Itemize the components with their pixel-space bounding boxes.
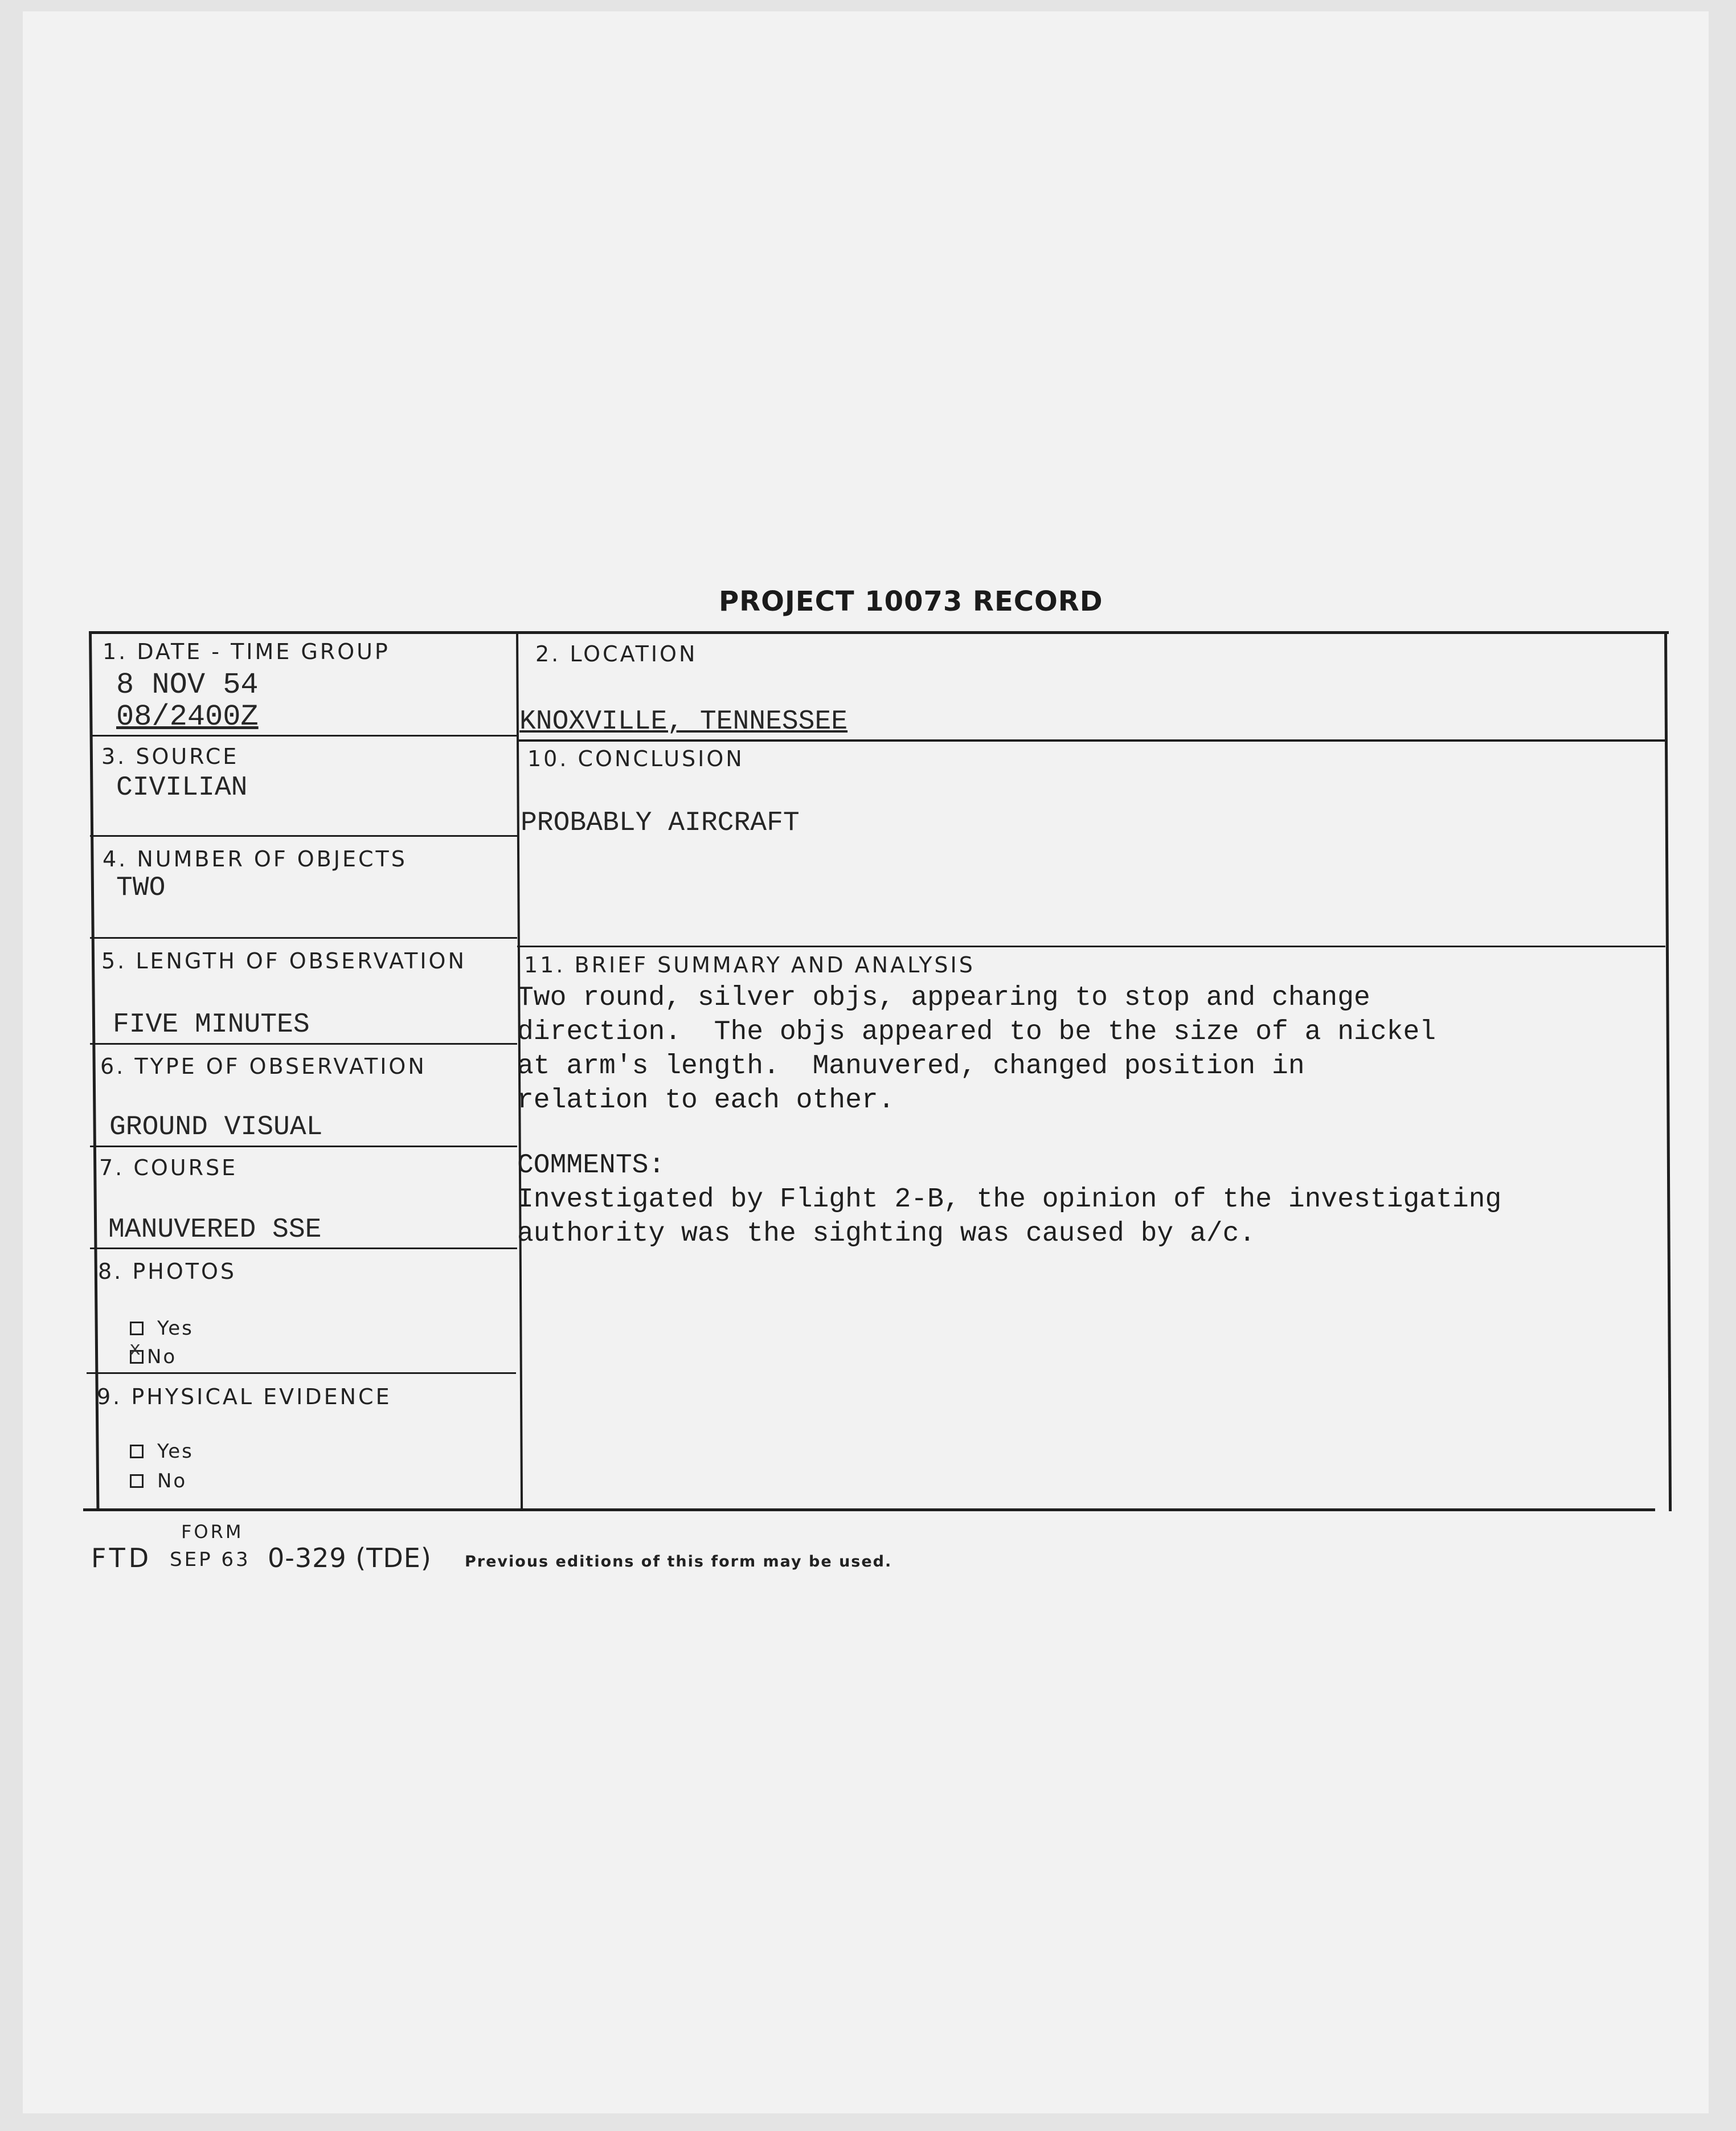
type-of-observation-value: GROUND VISUAL	[109, 1112, 323, 1143]
location-value: KNOXVILLE, TENNESSEE	[519, 706, 848, 737]
divider-conclusion	[517, 946, 1665, 947]
source-label: 3. SOURCE	[101, 744, 239, 769]
summary-label: 11. BRIEF SUMMARY AND ANALYSIS	[524, 952, 975, 977]
number-of-objects-label: 4. NUMBER OF OBJECTS	[103, 846, 407, 872]
footer-ftd: FTD	[91, 1543, 153, 1573]
physical-evidence-yes-label: Yes	[157, 1440, 194, 1463]
footer-date-code: SEP 63	[170, 1548, 251, 1571]
divider-photos	[87, 1372, 516, 1374]
length-of-observation-value: FIVE MINUTES	[113, 1009, 310, 1040]
footer-form-number: 0-329 (TDE)	[268, 1543, 432, 1573]
divider-date	[90, 735, 517, 737]
form-title: PROJECT 10073 RECORD	[719, 586, 1103, 617]
conclusion-value: PROBABLY AIRCRAFT	[521, 808, 800, 839]
photos-no-label: No	[147, 1345, 177, 1368]
photos-yes-checkbox[interactable]	[130, 1322, 144, 1335]
footer-note: Previous editions of this form may be used.	[465, 1553, 892, 1570]
date-time-group-label: 1. DATE - TIME GROUP	[103, 639, 390, 664]
summary-line: Two round, silver objs, appearing to stop and change	[517, 983, 1370, 1013]
conclusion-label: 10. CONCLUSION	[527, 746, 744, 771]
footer-form-word: FORM	[181, 1521, 244, 1543]
comments-line: Investigated by Flight 2-B, the opinion of the investigating	[517, 1184, 1502, 1215]
divider-location	[517, 739, 1665, 742]
physical-evidence-no-option[interactable]	[130, 1470, 187, 1492]
form-border-bottom	[83, 1508, 1655, 1511]
physical-evidence-no-checkbox[interactable]	[130, 1474, 144, 1488]
physical-evidence-yes-checkbox[interactable]	[130, 1445, 144, 1458]
divider-type	[90, 1146, 517, 1147]
time-value: 08/2400Z	[116, 700, 259, 734]
date-value: 8 NOV 54	[116, 668, 259, 702]
length-of-observation-label: 5. LENGTH OF OBSERVATION	[101, 948, 466, 974]
physical-evidence-no-label: No	[157, 1470, 187, 1492]
photos-no-option[interactable]	[130, 1345, 177, 1368]
divider-course	[90, 1247, 517, 1249]
course-label: 7. COURSE	[99, 1155, 238, 1180]
form-border-top	[91, 631, 1669, 634]
source-value: CIVILIAN	[116, 772, 248, 803]
comments-heading: COMMENTS:	[517, 1150, 665, 1181]
photos-label: 8. PHOTOS	[98, 1259, 236, 1284]
summary-line: relation to each other.	[517, 1085, 895, 1116]
divider-length	[90, 1043, 517, 1045]
comments-text	[517, 1183, 1501, 1251]
divider-source	[90, 835, 517, 837]
physical-evidence-yes-option[interactable]	[130, 1440, 194, 1463]
physical-evidence-label: 9. PHYSICAL EVIDENCE	[97, 1384, 392, 1409]
type-of-observation-label: 6. TYPE OF OBSERVATION	[100, 1054, 427, 1079]
course-value: MANUVERED SSE	[108, 1214, 322, 1245]
summary-line: direction. The objs appeared to be the size of a nickel	[517, 1017, 1436, 1048]
divider-number	[90, 937, 517, 939]
summary-line: at arm's length. Manuvered, changed position in	[517, 1051, 1305, 1082]
photos-yes-label: Yes	[157, 1317, 194, 1340]
summary-text	[517, 981, 1436, 1118]
comments-line: authority was the sighting was caused by a/c.	[517, 1218, 1256, 1249]
photos-yes-option[interactable]	[130, 1317, 194, 1340]
number-of-objects-value: TWO	[116, 873, 166, 903]
location-label: 2. LOCATION	[535, 641, 698, 666]
photos-no-checkbox[interactable]	[130, 1350, 144, 1364]
